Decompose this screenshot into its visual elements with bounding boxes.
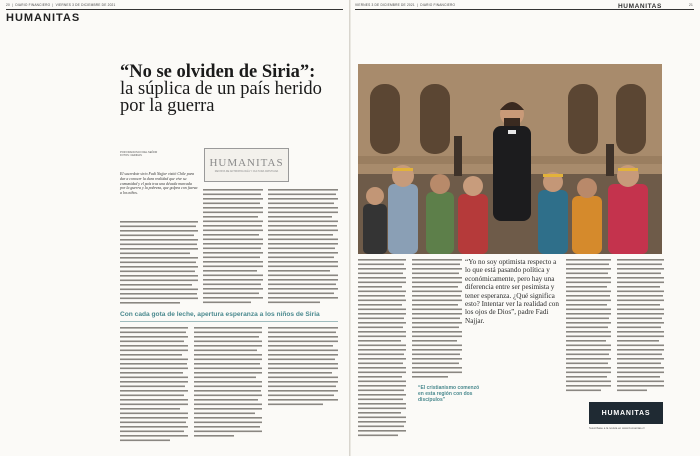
body-column-1 [120, 220, 198, 306]
text-lines [203, 188, 263, 306]
stamp-subtitle: REVISTA DE ANTROPOLOGÍA Y CULTURA CRISTIANA [214, 170, 279, 173]
photo-priest-with-children [358, 64, 662, 254]
pull-quote: “Yo no soy optimista respecto a lo que está pasando política y económicamente, pero hay una diferencia entre ser pesimista y tener esperanza. ¿Qué significa esto? Intentar ver la realidad con los ojos de Dios”, padre Fadi Najjar. [465, 258, 559, 325]
right-date: VIERNES 3 DE DICIEMBRE DE 2021 [355, 3, 415, 7]
subhead-rule [120, 321, 338, 322]
header-rule [6, 9, 343, 10]
humanitas-stamp-logo [204, 148, 289, 182]
text-lines [268, 188, 338, 306]
article-lede: El sacerdote sirio Fadi Najjar visitó Chile para dar a conocer la dura realidad que vive su comunidad y el país tras una década marcada por la guerra y la pobreza, que golpea con fuerza a los niños. [120, 172, 198, 196]
left-folio: 20 | DIARIO FINANCIERO | VIERNES 3 DE DICIEMBRE DE 2021 [6, 3, 116, 7]
byline [120, 151, 200, 157]
right-publication: DIARIO FINANCIERO [420, 3, 456, 7]
left-publication: DIARIO FINANCIERO [15, 3, 51, 7]
right-body-columns-b [566, 258, 664, 398]
headline-rest: la súplica de un país herido por la guerra [120, 79, 322, 116]
byline-author: POR FRANCISCO DEL SEÑOR [120, 151, 158, 154]
callout-quote: “El cristianismo comenzó en esta región con dos discípulos” [418, 385, 480, 403]
headline-quote: “No se olviden de Siria”: [120, 62, 316, 82]
byline-credit: FOTOS: CEDIDAS [120, 154, 142, 158]
section-label: HUMANITAS [6, 12, 81, 24]
left-page-number: 20 [6, 3, 10, 7]
left-date: VIERNES 3 DE DICIEMBRE DE 2021 [55, 3, 116, 7]
left-page [0, 0, 349, 456]
section-subhead: Con cada gota de leche, apertura esperanza a los niños de Siria [120, 311, 320, 318]
right-body-columns-a [358, 258, 462, 448]
stamp-logo-text: HUMANITAS [209, 157, 284, 169]
article-photo [358, 64, 662, 254]
ad-logo: HUMANITAS [601, 409, 651, 417]
humanitas-ad[interactable] [589, 402, 663, 424]
body-column-3 [268, 188, 338, 306]
right-section-logo: HUMANITAS [618, 3, 662, 10]
ad-caption: Suscríbase a la revista en www.humanitas.cl [589, 426, 645, 430]
right-page-number: 21 [689, 3, 693, 7]
text-lines [120, 220, 198, 306]
right-folio: VIERNES 3 DE DICIEMBRE DE 2021 | DIARIO FINANCIERO [355, 3, 456, 7]
lower-text-block [120, 326, 338, 444]
body-column-2 [203, 188, 263, 306]
headline [120, 64, 330, 115]
